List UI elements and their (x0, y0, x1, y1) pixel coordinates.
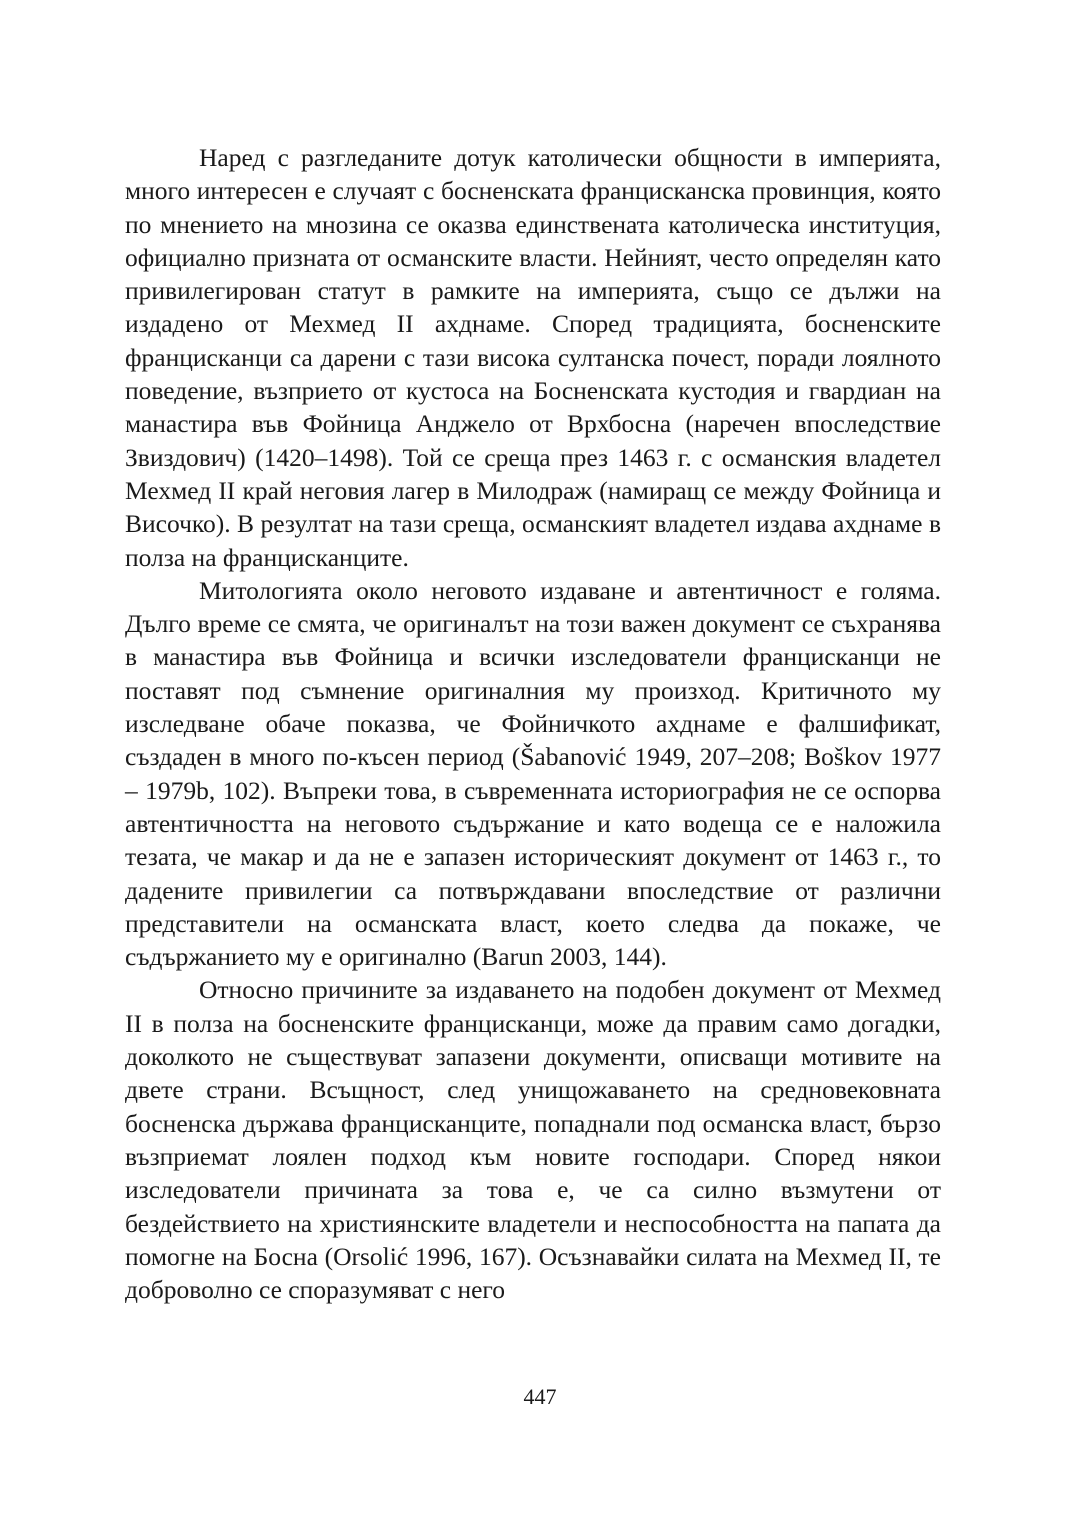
paragraph-reasons-for-issuance: Относно причините за издаването на подобен документ от Мехмед II в полза на босненските францисканци, може да правим само догадки, доколкото не съществуват запазени документи, описващи мотивите на двете страни. Всъщност, след унищожаването на средновековната босненска държава францисканците, попаднали под османска власт, бързо възприемат лоялен подход към новите господари. Според някои изследователи причината за това е, че са силно възмутени от бездействието на християнските владетели и неспособността на папата да помогне на Босна (Orsolić 1996, 167). Осъзнавайки силата на Мехмед II, те доброволно се споразумяват с него (125, 975, 941, 1305)
page-number: 447 (523, 1384, 557, 1409)
paragraph-bosnian-franciscans: Наред с разгледаните дотук католически общности в империята, много интересен е случаят с босненската францисканска провинция, която по мнението на мнозина се оказва единствената католическа институция, официално призната от османските власти. Нейният, често определян като привилегирован статут в рамките на империята, също се дължи на издадено от Мехмед II ахднаме. Според традицията, босненските францисканци са дарени с тази висока султанска почест, поради лоялното поведение, възприето от кустоса на Босненската кустодия и гвардиан на манастира във Фойница Анджело от Врхбосна (наречен впоследствие Звиздович) (1420–1498). Той се среща през 1463 г. с османския владетел Мехмед II край неговия лагер в Милодраж (намиращ се между Фойница и Височко). В резултат на тази среща, османският владетел издава ахднаме в полза на францисканците. (125, 143, 941, 572)
paragraph-mythology-of-ahdname: Митологията около неговото издаване и автентичност е голяма. Дълго време се смята, че оригиналът на този важен документ се съхранява в манастира във Фойница и всички изследователи францисканци не поставят под съмнение оригиналния му произход. Критичното му изследване обаче показва, че Фойничкото ахднаме е фалшификат, създаден в много по-късен период (Šabanović 1949, 207–208; Boškov 1977 – 1979b, 102). Въпреки това, в съвременната историография не се оспорва автентичността на неговото съдържание и като водеща се е наложила тезата, че макар и да не е запазен историческият документ от 1463 г., то дадените привилегии са потвърждавани впоследствие от различни представители на османската власт, което следва да покаже, че съдържанието му е оригинално (Barun 2003, 144). (125, 575, 941, 972)
body-text (125, 141, 941, 1306)
